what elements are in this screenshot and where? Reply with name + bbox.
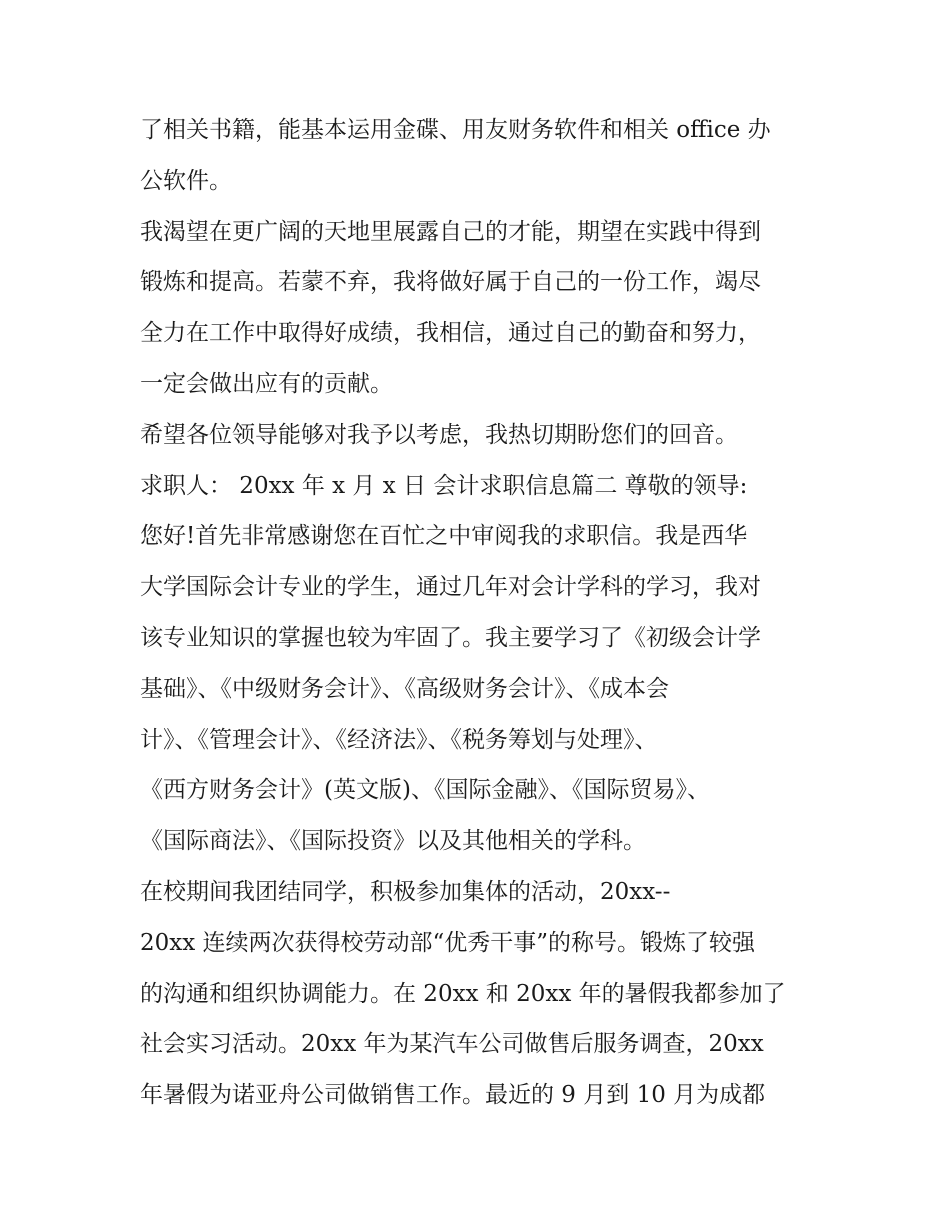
text-line-20: 年暑假为诺亚舟公司做销售工作。最近的 9 月到 10 月为成都 bbox=[140, 1082, 766, 1109]
text-line-13: 计》、《管理会计》、《经济法》、《税务筹划与处理》、 bbox=[140, 726, 658, 753]
text-line-14: 《西方财务会计》(英文版)、《国际金融》、《国际贸易》、 bbox=[140, 777, 710, 804]
text-line-18: 的沟通和组织协调能力。在 20xx 和 20xx 年的暑假我都参加了 bbox=[140, 980, 786, 1007]
text-line-17: 20xx 连续两次获得校劳动部“优秀干事”的称号。锻炼了较强 bbox=[140, 929, 756, 956]
text-line-7: 希望各位领导能够对我予以考虑，我热切期盼您们的回音。 bbox=[140, 421, 738, 448]
text-line-11: 该专业知识的掌握也较为牢固了。我主要学习了《初级会计学 bbox=[140, 624, 761, 651]
text-line-2: 公软件。 bbox=[140, 167, 232, 194]
text-line-19: 社会实习活动。20xx 年为某汽车公司做售后服务调查，20xx bbox=[140, 1031, 764, 1058]
text-line-10: 大学国际会计专业的学生，通过几年对会计学科的学习，我对 bbox=[140, 574, 761, 601]
text-line-5: 全力在工作中取得好成绩，我相信，通过自己的勤奋和努力， bbox=[140, 320, 761, 347]
text-line-6: 一定会做出应有的贡献。 bbox=[140, 370, 393, 397]
document-body bbox=[140, 105, 820, 1121]
text-line-9: 您好!首先非常感谢您在百忙之中审阅我的求职信。我是西华 bbox=[140, 523, 748, 550]
text-line-12: 基础》、《中级财务会计》、《高级财务会计》、《成本会 bbox=[140, 675, 669, 702]
text-line-8: 求职人： 20xx 年 x 月 x 日 会计求职信息篇二 尊敬的领导: bbox=[140, 472, 748, 499]
text-line-3: 我渴望在更广阔的天地里展露自己的才能，期望在实践中得到 bbox=[140, 218, 761, 245]
text-line-4: 锻炼和提高。若蒙不弃，我将做好属于自己的一份工作，竭尽 bbox=[140, 269, 761, 296]
text-line-1: 了相关书籍，能基本运用金碟、用友财务软件和相关 office 办 bbox=[140, 117, 771, 143]
text-line-15: 《国际商法》、《国际投资》以及其他相关的学科。 bbox=[140, 828, 646, 855]
text-line-16: 在校期间我团结同学，积极参加集体的活动，20xx-- bbox=[140, 878, 671, 905]
